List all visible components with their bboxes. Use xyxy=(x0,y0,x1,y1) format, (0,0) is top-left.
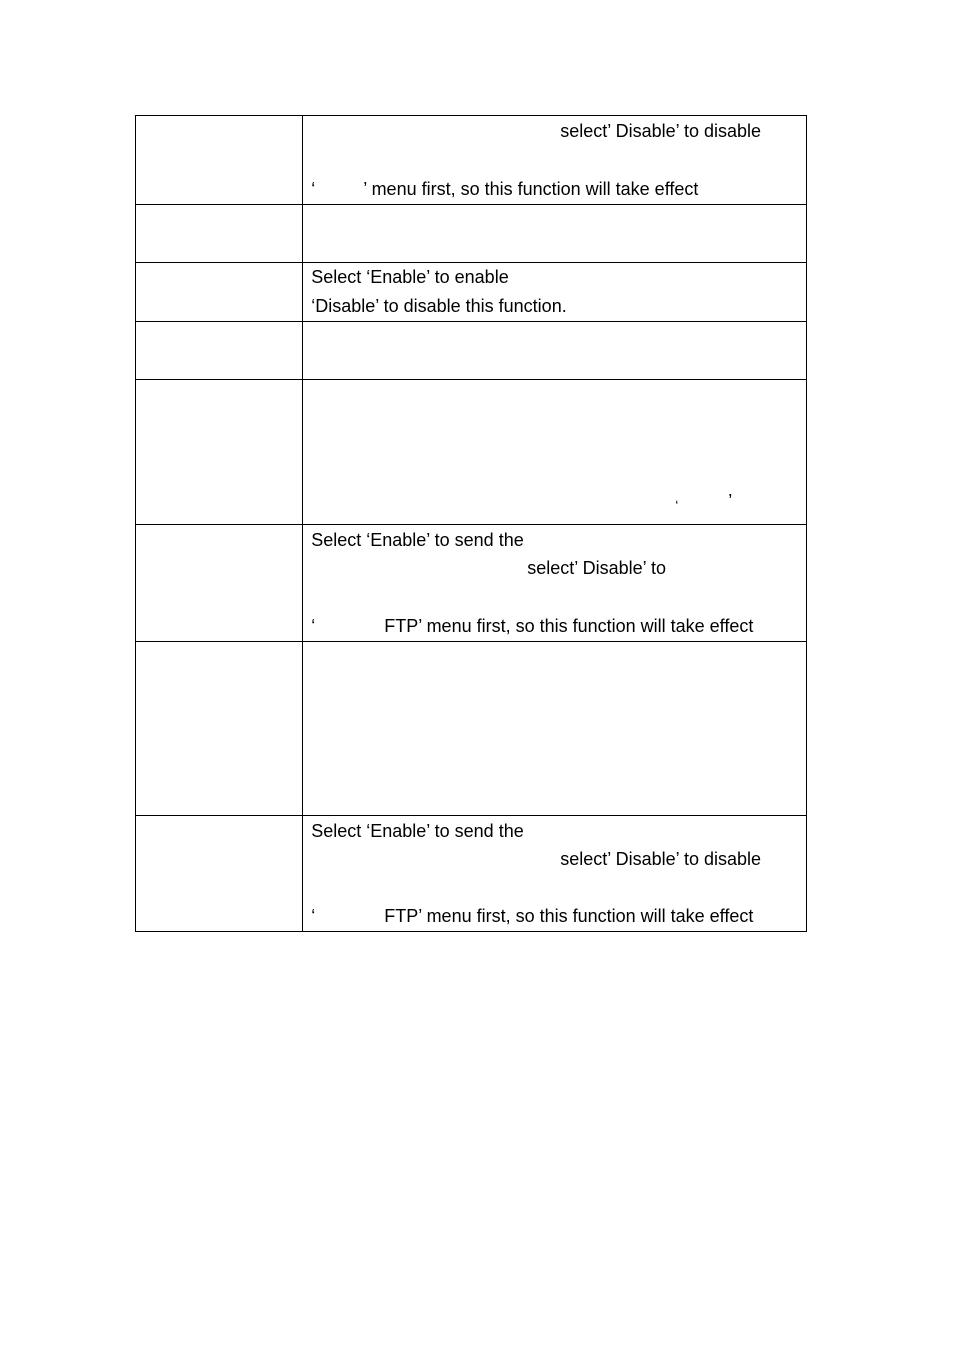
table-row xyxy=(136,525,807,642)
row-description-cell xyxy=(303,322,807,380)
description-line: ‘ xyxy=(311,179,316,199)
table-row xyxy=(136,642,807,816)
row-label-cell xyxy=(136,116,303,205)
row-label-cell xyxy=(136,322,303,380)
row-label-cell xyxy=(136,525,303,642)
row-description-cell xyxy=(303,816,807,932)
row-label-cell xyxy=(136,816,303,932)
table-row xyxy=(136,205,807,263)
row-description-cell xyxy=(303,116,807,205)
table-row xyxy=(136,263,807,322)
description-line: FTP’ menu first, so this function will take effect xyxy=(384,616,754,636)
description-line: ‘ xyxy=(675,497,679,513)
row-description-cell xyxy=(303,205,807,263)
description-line: ‘Disable’ to disable this function. xyxy=(311,296,567,316)
table-row xyxy=(136,816,807,932)
row-label-cell xyxy=(136,642,303,816)
description-line: Select ‘Enable’ to send the xyxy=(311,530,524,550)
settings-table xyxy=(135,115,807,932)
row-label-cell xyxy=(136,380,303,525)
row-label-cell xyxy=(136,263,303,322)
description-line: ’ menu first, so this function will take effect xyxy=(363,179,699,199)
description-line: ‘ xyxy=(311,616,316,636)
table-row xyxy=(136,116,807,205)
row-description-cell xyxy=(303,525,807,642)
description-line: select’ Disable’ to xyxy=(527,558,666,578)
table-row xyxy=(136,380,807,525)
description-line: select’ Disable’ to disable xyxy=(560,849,762,869)
row-label-cell xyxy=(136,205,303,263)
description-line: Select ‘Enable’ to send the xyxy=(311,821,524,841)
table-row xyxy=(136,322,807,380)
description-line: Select ‘Enable’ to enable xyxy=(311,267,509,287)
row-description-cell xyxy=(303,263,807,322)
row-description-cell xyxy=(303,642,807,816)
description-line: ’ xyxy=(728,491,733,511)
description-line: select’ Disable’ to disable xyxy=(560,121,762,141)
row-description-cell xyxy=(303,380,807,525)
description-line: ‘ xyxy=(311,906,316,926)
description-line: FTP’ menu first, so this function will take effect xyxy=(384,906,754,926)
